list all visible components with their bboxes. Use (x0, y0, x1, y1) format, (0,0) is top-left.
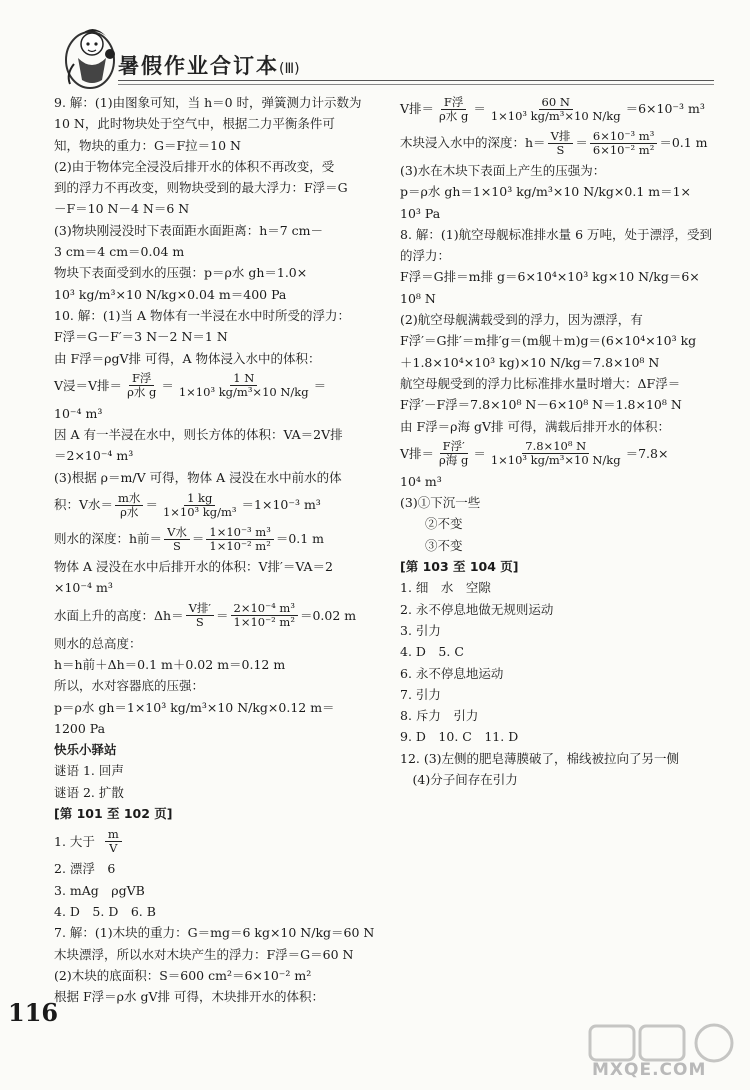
text-line: 的浮力： (400, 248, 451, 264)
text-line: －F＝10 N－4 N＝6 N (54, 201, 190, 217)
formula-line: V排＝ $\frac{\text{F浮}}{\text{ρ水 g}}$ ＝ $\frac{60 N}{\text{1×10³ kg/m³×10 N/kg}}$ ＝6×10⁻³ m³ (400, 94, 705, 123)
header-divider (118, 80, 714, 81)
answer-line: 4. D 5. D 6. B (54, 903, 156, 919)
header-divider-thin (118, 84, 714, 85)
text-line: 10⁴ m³ (400, 473, 442, 489)
left-column (54, 92, 380, 1007)
answer-line: 3. mAg ρgVB (54, 882, 145, 898)
formula-line: 积：V水＝ $\frac{\text{m水}}{\text{ρ水}}$ ＝ $\frac{1 kg}{\text{1×10³ kg/m³}}$ ＝1×10⁻³ m³ (54, 490, 321, 519)
text-line: ×10⁻⁴ m³ (54, 580, 113, 596)
section-heading-fun: 快乐小驿站 (54, 742, 117, 758)
fraction: $\frac{\text{m水}}{\text{ρ水}}$ (115, 492, 143, 519)
text-line: 由 F浮＝ρ海 gV排 可得，满载后排开水的体积： (400, 418, 670, 434)
fraction: $\frac{\text{V排}}{S}$ (548, 130, 574, 157)
text-line: 10³ kg/m³×10 N/kg×0.04 m＝400 Pa (54, 286, 287, 302)
text-line: F浮′＝G排′＝m排′g＝(m舰＋m)g＝(6×10⁴×10³ kg (400, 333, 697, 349)
text-line: 8. 解：(1)航空母舰标准排水量 6 万吨，处于漂浮，受到 (400, 226, 713, 242)
text-line: F浮＝G－F′＝3 N－2 N＝1 N (54, 329, 228, 345)
formula-line: V排＝ $\frac{\text{F浮′}}{\text{ρ海 g}}$ ＝ $\frac{\text{7.8×10⁸ N}}{\text{1×10³ kg/m³×10 N/kg}}$ ＝7.8× (400, 439, 669, 468)
answer-line: 4. D 5. C (400, 644, 464, 660)
formula-line: 水面上升的高度：Δh＝ $\frac{\text{V排′}}{S}$ ＝ $\frac{\text{2×10⁻⁴ m³}}{\text{1×10⁻² m²}}$ ＝0.02 m (54, 601, 357, 630)
header-title: 暑假作业合订本(Ⅲ) (118, 54, 300, 78)
page-header (0, 0, 750, 100)
text-line: 10 N，此时物块处于空气中，根据二力平衡条件可 (54, 116, 335, 132)
text-line: 9. 解：(1)由图象可知，当 h＝0 时，弹簧测力计示数为 (54, 95, 362, 110)
text-line: (2)由于物体完全浸没后排开水的体积不再改变，受 (54, 158, 335, 174)
fraction: $\frac{\text{1×10⁻³ m³}}{\text{1×10⁻² m²}}$ (206, 526, 273, 553)
text-line: (3)物块刚浸没时下表面距水面距离：h＝7 cm－ (54, 222, 324, 238)
text-line: 1200 Pa (54, 720, 106, 736)
text-line: 10³ Pa (400, 205, 441, 221)
text-line: 物块下表面受到水的压强：p＝ρ水 gh＝1.0× (54, 265, 308, 281)
watermark-text: MXQE.COM (592, 1060, 707, 1080)
text-line: ③不变 (400, 537, 463, 553)
text-line: (3)根据 ρ＝m/V 可得，物体 A 浸没在水中前水的体 (54, 469, 342, 485)
text-line: F浮＝G排＝m排 g＝6×10⁴×10³ kg×10 N/kg＝6× (400, 269, 700, 285)
answer-line: 2. 漂浮 6 (54, 861, 116, 877)
riddle-answer: 谜语 2. 扩散 (54, 784, 124, 800)
fraction: $\frac{\text{7.8×10⁸ N}}{\text{1×10³ kg/m³×10 N/kg}}$ (490, 439, 621, 468)
fraction: $\frac{\text{F浮}}{\text{ρ水 g}}$ (439, 94, 469, 123)
fraction: $\frac{\text{V水}}{S}$ (164, 526, 190, 553)
text-line: 10⁸ N (400, 290, 436, 306)
answer-line: 1. 大于 $\frac{m}{V}$ (54, 824, 380, 858)
text-line: 到的浮力不再改变，则物块受到的最大浮力：F浮＝G (54, 180, 348, 196)
right-column (400, 92, 722, 790)
text-line: 物体 A 浸没在水中后排开水的体积：V排′＝VA＝2 (54, 559, 333, 575)
answer-line: 6. 永不停息地运动 (400, 665, 504, 681)
fraction: $\frac{1 kg}{\text{1×10³ kg/m³}}$ (162, 490, 237, 519)
formula-line: 则水的深度：h前＝ $\frac{\text{V水}}{S}$ ＝ $\frac{\text{1×10⁻³ m³}}{\text{1×10⁻² m²}}$ ＝0.1 m (54, 524, 325, 553)
answer-line: 7. 引力 (400, 686, 441, 702)
text-line: 航空母舰受到的浮力比标准排水量时增大：ΔF浮＝ (400, 375, 681, 391)
section-heading-101: [第 101 至 102 页] (54, 806, 173, 822)
answer-line: 7. 解：(1)木块的重力：G＝mg＝6 kg×10 N/kg＝60 N (54, 925, 375, 941)
text-line: 因 A 有一半浸在水中，则长方体的体积：VA＝2V排 (54, 427, 343, 443)
answer-line: 2. 永不停息地做无规则运动 (400, 601, 554, 617)
answer-line: (4)分子间存在引力 (400, 772, 518, 788)
text-line: h＝h前＋Δh＝0.1 m＋0.02 m＝0.12 m (54, 656, 286, 672)
formula-line: 木块浸入水中的深度：h＝ $\frac{\text{V排}}{S}$ ＝ $\frac{\text{6×10⁻³ m³}}{\text{6×10⁻² m²}}$ ＝0.1 m (400, 128, 708, 157)
text-line: ＋1.8×10⁴×10³ kg)×10 N/kg＝7.8×10⁸ N (400, 354, 660, 370)
riddle-answer: 谜语 1. 回声 (54, 763, 124, 779)
formula-line: V浸＝V排＝ $\frac{\text{F浮}}{\text{ρ水 g}}$ ＝ $\frac{1 N}{\text{1×10³ kg/m³×10 N/kg}}$ ＝ (54, 371, 327, 400)
section-heading-103: [第 103 至 104 页] (400, 559, 519, 575)
fraction: $\frac{60 N}{\text{1×10³ kg/m³×10 N/kg}}$ (490, 94, 621, 123)
page-number: 116 (8, 998, 59, 1027)
text-line: (3)水在木块下表面上产生的压强为： (400, 163, 606, 178)
fraction: $\frac{\text{F浮′}}{\text{ρ海 g}}$ (439, 439, 469, 468)
mascot-logo-icon (52, 14, 122, 94)
answer-line: 3. 引力 (400, 622, 441, 638)
text-line: F浮′－F浮＝7.8×10⁸ N－6×10⁸ N＝1.8×10⁸ N (400, 397, 682, 413)
text-line: 所以，水对容器底的压强： (54, 678, 205, 694)
fraction: $\frac{m}{V}$ (105, 828, 122, 855)
fraction: $\frac{\text{2×10⁻⁴ m³}}{\text{1×10⁻² m²}}$ (231, 602, 298, 629)
fraction: $\frac{\text{V排′}}{S}$ (186, 602, 214, 629)
fraction: $\frac{\text{F浮}}{\text{ρ水 g}}$ (127, 371, 157, 400)
answer-line: 根据 F浮＝ρ水 gV排 可得，木块排开水的体积： (54, 989, 324, 1005)
answer-line: 9. D 10. C 11. D (400, 729, 519, 745)
text-line: ②不变 (400, 516, 463, 532)
text-line: (3)①下沉一些 (400, 495, 481, 511)
text-line: 由 F浮＝ρgV排 可得，A 物体浸入水中的体积： (54, 350, 321, 366)
text-line: p＝ρ水 gh＝1×10³ kg/m³×10 N/kg×0.12 m＝ (54, 699, 335, 715)
text-line: p＝ρ水 gh＝1×10³ kg/m³×10 N/kg×0.1 m＝1× (400, 184, 692, 200)
answer-line: 8. 斥力 引力 (400, 708, 479, 724)
text-line: ＝2×10⁻⁴ m³ (54, 448, 134, 464)
text-line: 3 cm＝4 cm＝0.04 m (54, 244, 185, 260)
answer-line: (2)木块的底面积：S＝600 cm²＝6×10⁻² m² (54, 967, 312, 983)
text-line: (2)航空母舰满载受到的浮力，因为漂浮，有 (400, 312, 643, 328)
text-line: 知，物块的重力：G＝F拉＝10 N (54, 137, 241, 153)
answer-line: 1. 细 水 空隙 (400, 580, 491, 596)
fraction: $\frac{\text{6×10⁻³ m³}}{\text{6×10⁻² m²}}$ (590, 130, 657, 157)
answer-line: 木块漂浮，所以水对木块产生的浮力：F浮＝G＝60 N (54, 946, 354, 962)
text-line: 则水的总高度： (54, 635, 142, 651)
text-line: 10⁻⁴ m³ (54, 405, 103, 421)
text-line: 10. 解：(1)当 A 物体有一半浸在水中时所受的浮力： (54, 307, 351, 323)
fraction: $\frac{1 N}{\text{1×10³ kg/m³×10 N/kg}}$ (178, 371, 309, 400)
answer-line: 12. (3)左侧的肥皂薄膜破了，棉线被拉向了另一侧 (400, 750, 680, 766)
